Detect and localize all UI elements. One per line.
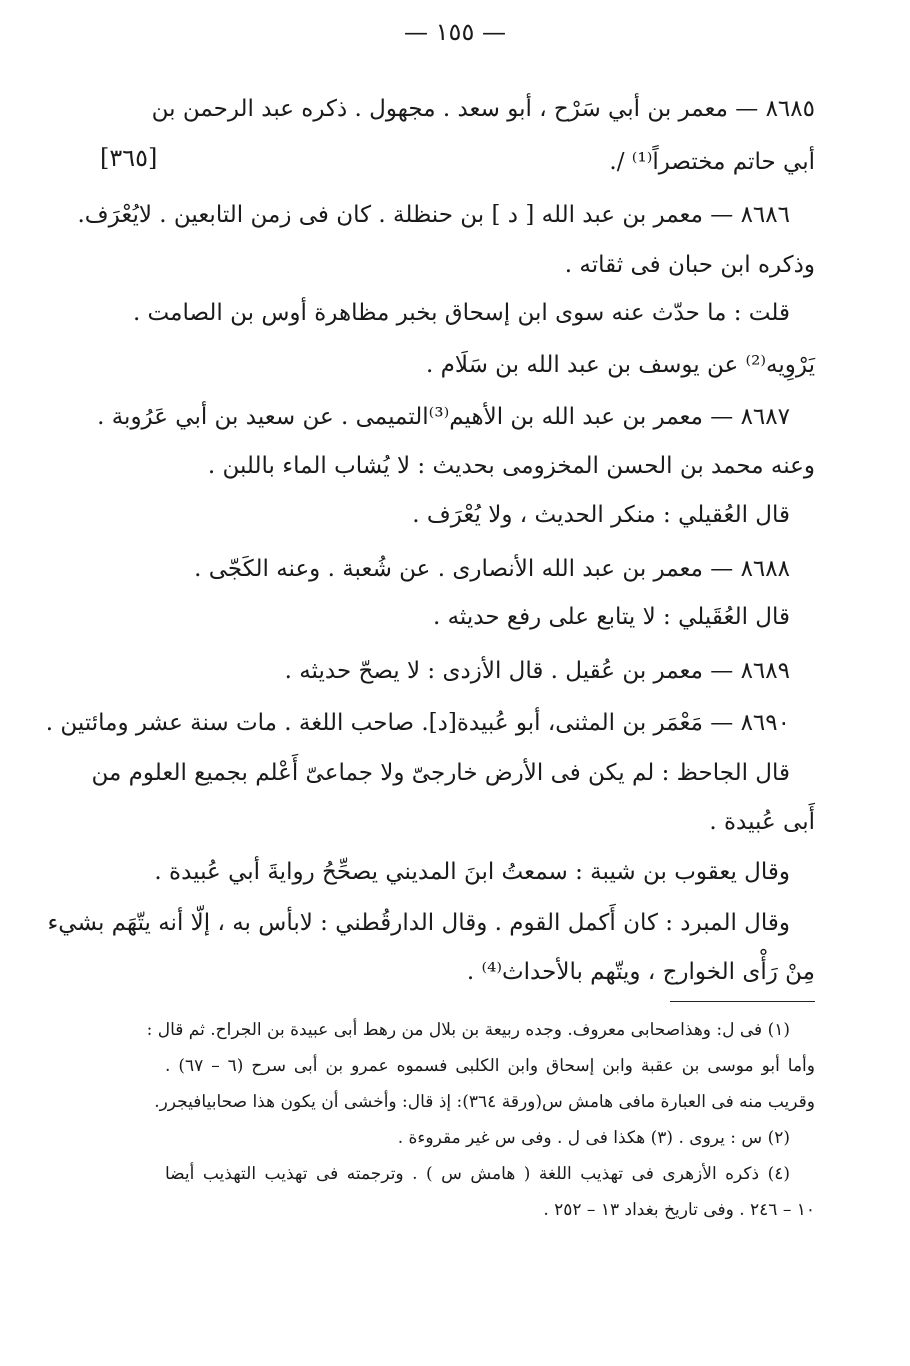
text-line: وقال يعقوب بن شيبة : سمعتُ ابنَ المديني يصحِّحُ روايةَ أبي عُبيدة . (154, 859, 790, 885)
footnote-line: (٤) ذكره الأزهرى فى تهذيب اللغة ( هامش س ) . وترجمته فى تهذيب التهذيب أيضا (165, 1164, 790, 1184)
text-line: قال العُقيلي : منكر الحديث ، ولا يُعْرَف . (412, 502, 790, 528)
text-line: ٨٦٨٦ — معمر بن عبد الله [ د ] بن حنظلة . كان فى زمن التابعين . لايُعْرَف. (77, 202, 790, 228)
text-line: يَرْوِيه⁽²⁾ عن يوسف بن عبد الله بن سَلَام . (425, 352, 815, 378)
footnote-line: ١٠ – ٢٤٦ . وفى تاريخ بغداد ١٣ – ٢٥٢ . (543, 1200, 815, 1220)
page-number: — ١٥٥ — (404, 18, 506, 46)
text-line: قلت : ما حدّث عنه سوى ابن إسحاق بخبر مظاهرة أوس بن الصامت . (132, 300, 790, 326)
footnote-line: (١) فى ل: وهذاصحابى معروف. وجده ربيعة بن بلال من رهط أبى عبيدة بن الجراح. ثم قال : (146, 1020, 790, 1040)
text-line: أبي حاتم مختصراً⁽¹⁾ /. (609, 149, 815, 175)
text-line: ٨٦٨٧ — معمر بن عبد الله بن الأهيم⁽³⁾التميمى . عن سعيد بن أبي عَرُوبة . (97, 404, 790, 430)
text-line: ٨٦٨٥ — معمر بن أبي سَرْح ، أبو سعد . مجهول . ذكره عبد الرحمن بن (151, 96, 815, 122)
text-line: أَبى عُبيدة . (709, 809, 815, 835)
footnote-divider (670, 1001, 815, 1002)
footnote-line: (٢) س : يروى . (٣) هكذا فى ل . وفى س غير مقروءة . (397, 1128, 790, 1148)
margin-reference: [٣٦٥] (100, 144, 158, 172)
text-line: قال الجاحظ : لم يكن فى الأرض خارجىّ ولا جماعىّ أَعْلم بجميع العلوم من (91, 760, 790, 786)
text-line: قال العُقَيلي : لا يتابع على رفع حديثه . (432, 604, 790, 630)
footnote-line: وقريب منه فى العبارة مافى هامش س(ورقة ٣٦٤): إذ قال: وأخشى أن يكون هذا صحابيافيجرر. (154, 1092, 815, 1112)
text-line: ٨٦٩٠ — مَعْمَر بن المثنى، أبو عُبيدة[د]. صاحب اللغة . مات سنة عشر ومائتين . (45, 710, 790, 736)
text-line: وذكره ابن حبان فى ثقاته . (564, 252, 815, 278)
text-line: ٨٦٨٩ — معمر بن عُقيل . قال الأزدى : لا يصحّ حديثه . (284, 658, 790, 684)
text-line: ٨٦٨٨ — معمر بن عبد الله الأنصارى . عن شُعبة . وعنه الكَجّى . (194, 556, 790, 582)
text-line: وقال المبرد : كان أَكمل القوم . وقال الدارقُطني : لابأس به ، إلّا أنه يتّهَم بشيء (47, 910, 790, 936)
text-line: مِنْ رَأْى الخوارج ، ويتّهم بالأحداث⁽⁴⁾ . (466, 959, 815, 985)
text-line: وعنه محمد بن الحسن المخزومى بحديث : لا يُشاب الماء باللبن . (207, 453, 815, 479)
footnote-line: وأما أبو موسى بن عقبة وابن إسحاق وابن الكلبى فسموه عمرو بن أبى سرح (٦ – ٦٧) . (165, 1056, 815, 1076)
